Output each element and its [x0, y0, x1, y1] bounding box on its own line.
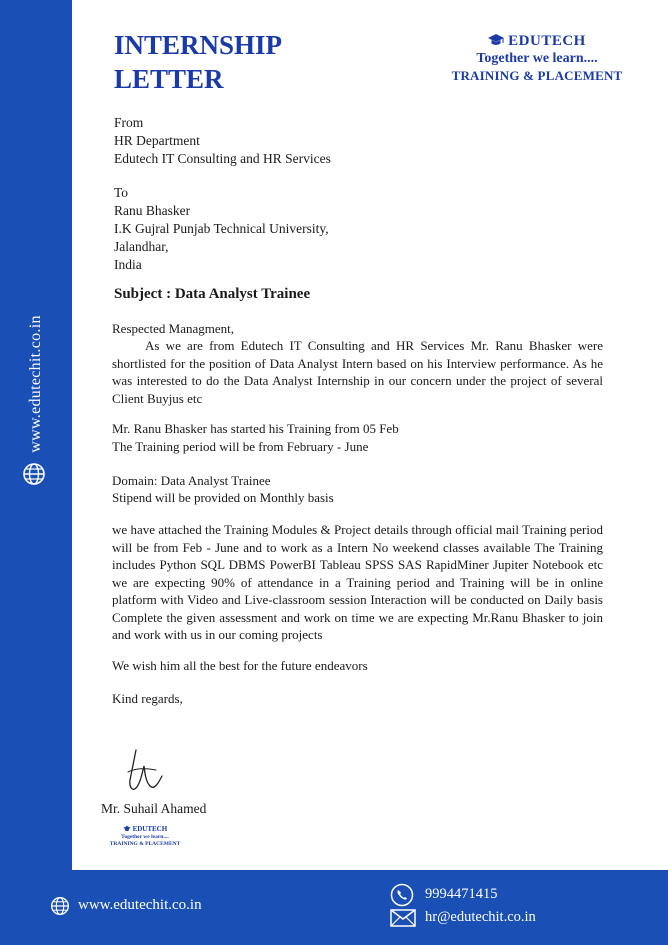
mini-logo-tagline: Together we learn.... [121, 834, 169, 840]
subject-line: Subject : Data Analyst Trainee [114, 286, 311, 302]
signer-name: Mr. Suhail Ahamed [101, 801, 207, 816]
domain-line: Domain: Data Analyst Trainee [112, 473, 271, 488]
to-label: To [114, 185, 129, 200]
logo-subtitle: TRAINING & PLACEMENT [451, 68, 623, 83]
footer-globe-icon [50, 896, 70, 916]
mini-logo-subtitle: TRAINING & PLACEMENT [109, 841, 181, 847]
training-period: The Training period will be from February - June [112, 439, 369, 454]
title-line-2: LETTER [114, 64, 224, 94]
training-start: Mr. Ranu Bhasker has started his Training from 05 Feb [112, 421, 399, 436]
mini-graduation-cap-icon [123, 826, 131, 832]
company-logo [448, 32, 626, 84]
globe-icon [22, 462, 46, 486]
salutation: Respected Managment, [112, 321, 235, 336]
stipend-line: Stipend will be provided on Monthly basis [112, 490, 334, 505]
to-line-1: Ranu Bhasker [114, 203, 191, 218]
title-line-1: INTERNSHIP [114, 30, 283, 60]
to-block [114, 184, 329, 274]
footer-phone[interactable]: 9994471415 [425, 886, 498, 902]
footer-email[interactable]: hr@edutechit.co.in [425, 909, 536, 925]
body-paragraph-1: As we are from Edutech IT Consulting and HR Services Mr. Ranu Bhasker were shortlisted for the position of Data Analyst Intern based on his Interview performance. As he was interested to do the Data Analyst Internship in our concern under the project of several Client Buyjus etc [112, 338, 603, 406]
wishes-line: We wish him all the best for the future endeavors [112, 658, 368, 673]
to-line-3: Jalandhar, [114, 239, 169, 254]
from-line-1: HR Department [114, 133, 200, 148]
to-line-4: India [114, 257, 142, 272]
closing-line: Kind regards, [112, 691, 183, 706]
letter-title [114, 28, 282, 96]
logo-brand: EDUTECH [508, 33, 586, 49]
from-label: From [114, 115, 144, 130]
handwritten-signature [122, 746, 172, 796]
footer-website-link[interactable]: www.edutechit.co.in [78, 897, 202, 913]
graduation-cap-icon [488, 34, 504, 47]
from-block [114, 114, 331, 168]
mini-logo-brand: EDUTECH [132, 825, 168, 833]
mail-icon [390, 909, 416, 927]
mini-company-logo [102, 825, 188, 848]
sidebar-website: www.edutechit.co.in [27, 315, 44, 453]
phone-icon [390, 883, 414, 907]
logo-tagline: Together we learn.... [476, 51, 598, 66]
from-line-2: Edutech IT Consulting and HR Services [114, 151, 331, 166]
to-line-2: I.K Gujral Punjab Technical University, [114, 221, 329, 236]
body-paragraph-3: we have attached the Training Modules & Project details through official mail Training period will be from Feb - June and to work as a Intern No weekend classes available The Training includes Python SQL DBMS PowerBI Tableau SPSS SAS RapidMiner Jupiter Notebook etc we are expecting 90% of attendance in a Training period and Training will be in online platform with Video and Live-classroom session Interaction will be conducted on Daily basis Complete the given assessment and work on time we are expecting Mr.Ranu Bhasker to join and work with us in our coming projects [112, 522, 603, 642]
